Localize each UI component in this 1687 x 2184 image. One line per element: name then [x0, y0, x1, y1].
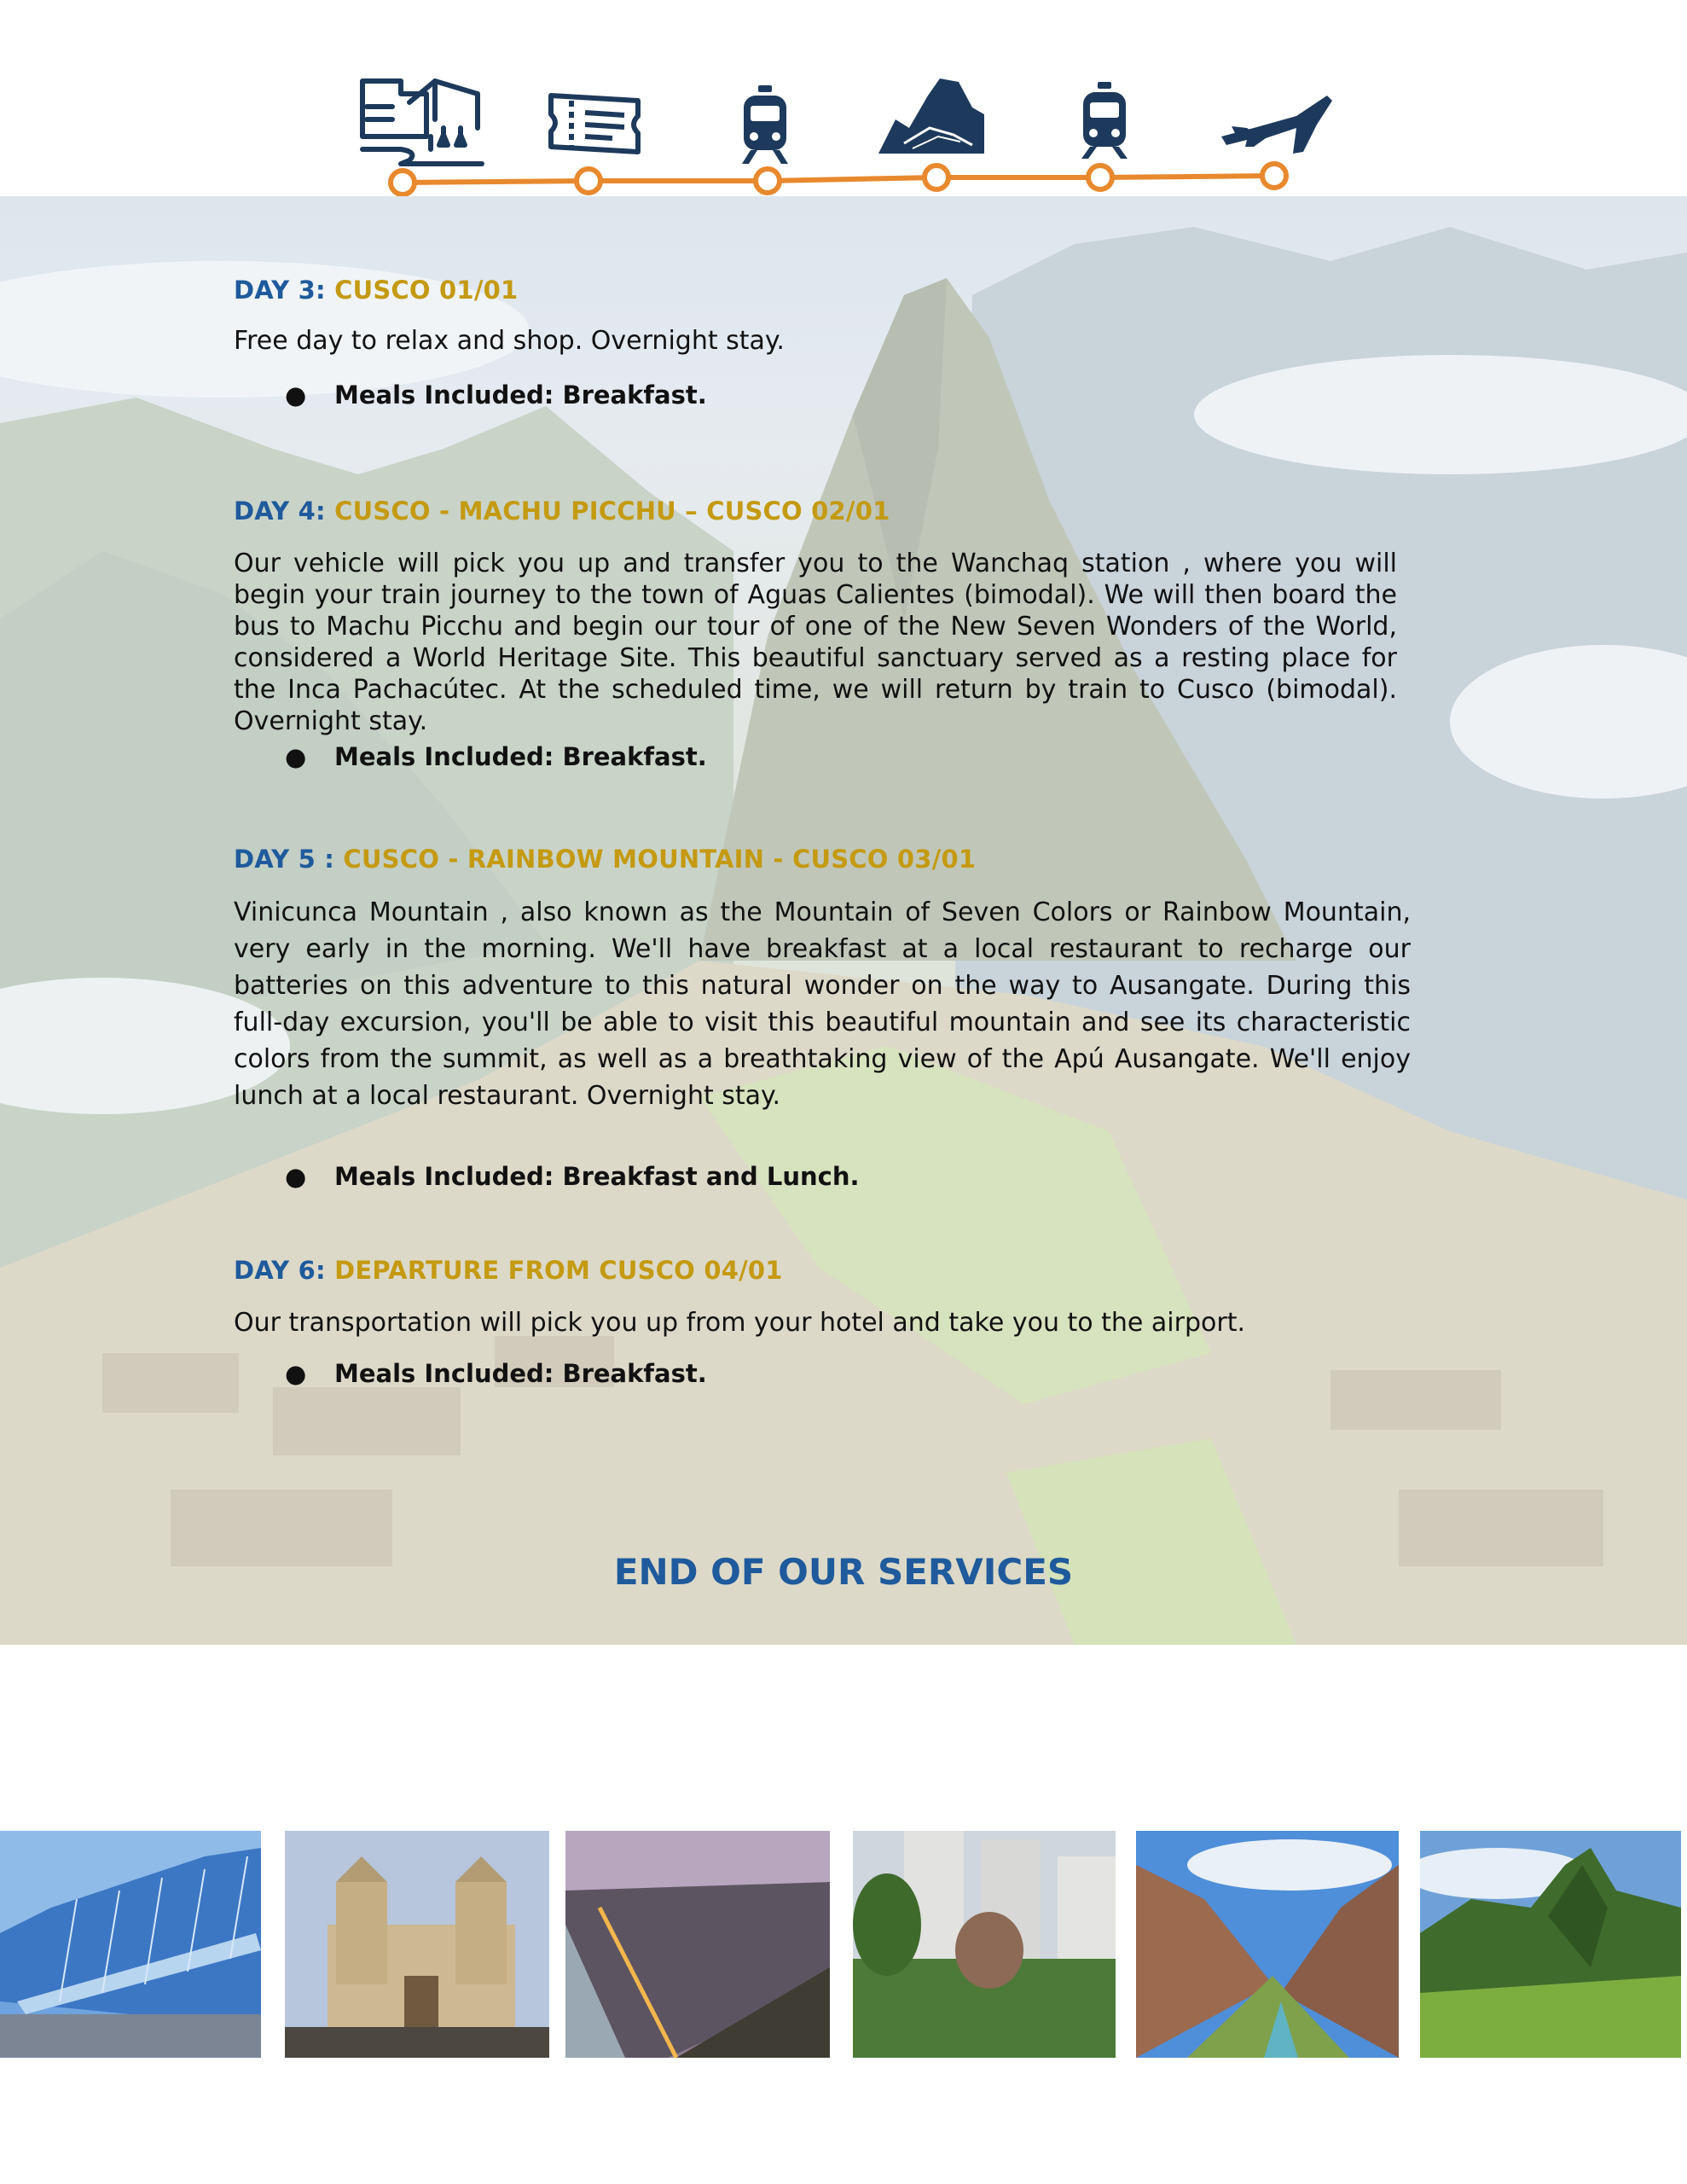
- day-label: DAY 6:: [234, 1256, 326, 1285]
- meals-item: [234, 380, 1411, 410]
- timeline-node: [577, 169, 600, 193]
- meals-item: [234, 1359, 1411, 1388]
- meals-text: Meals Included: Breakfast.: [334, 1359, 707, 1388]
- coast-photo: [565, 1831, 830, 2058]
- meals-text: Meals Included: Breakfast and Lunch.: [334, 1162, 860, 1191]
- timeline-node: [1262, 164, 1286, 188]
- train-icon: [742, 85, 788, 164]
- day-label: DAY 5 :: [234, 845, 335, 874]
- airport-photo: [0, 1831, 261, 2058]
- timeline-node: [1088, 166, 1112, 189]
- timeline-node: [925, 166, 948, 189]
- end-of-services-heading: END OF OUR SERVICES: [613, 1551, 1074, 1593]
- day-place: CUSCO - MACHU PICCHU – CUSCO 02/01: [334, 497, 890, 526]
- bullet: ●: [285, 380, 307, 410]
- day-label: DAY 4:: [234, 497, 326, 526]
- timeline-line: [391, 164, 1286, 195]
- day-description: Our transportation will pick you up from your hotel and take you to the airport.: [234, 1308, 1245, 1338]
- day-heading: [234, 276, 1411, 305]
- timeline-header: [0, 0, 1687, 196]
- timeline-node: [756, 169, 780, 193]
- meals-item: [234, 742, 1397, 771]
- day-place: DEPARTURE FROM CUSCO 04/01: [334, 1256, 783, 1285]
- meals-text: Meals Included: Breakfast.: [334, 742, 707, 771]
- hotel-icon: [362, 81, 482, 164]
- church-photo: [285, 1831, 549, 2058]
- day-section: [234, 1256, 1411, 1388]
- day-section: [234, 276, 1411, 410]
- meals-item: [234, 1162, 1411, 1191]
- ticket-icon: [551, 96, 638, 152]
- day-heading: [234, 1256, 1411, 1285]
- day-section: [234, 497, 1397, 771]
- valley-photo: [1136, 1831, 1399, 2058]
- day-heading: [234, 845, 1411, 874]
- day-label: DAY 3:: [234, 276, 326, 305]
- meals-text: Meals Included: Breakfast.: [334, 380, 707, 410]
- bullet: ●: [285, 742, 307, 771]
- timeline-graphic: [0, 0, 1687, 196]
- park-photo: [853, 1831, 1116, 2058]
- machu-picchu-photo: [1420, 1831, 1681, 2058]
- day-section: [234, 845, 1411, 1191]
- day-heading: [234, 497, 1397, 526]
- day-place: CUSCO 01/01: [334, 276, 519, 305]
- day-description: Free day to relax and shop. Overnight stay.: [234, 326, 785, 356]
- airplane-icon: [1221, 96, 1332, 154]
- photo-gallery: [0, 1831, 1687, 2059]
- train-icon: [1081, 82, 1128, 159]
- day-description: Our vehicle will pick you up and transfer you to the Wanchaq station , where you will begin your train journey to the town of Aguas Calientes (bimodal). We will then board the bus to Machu Picchu and begin our tour of one of the New Seven Wonders of the World, considered a World Heritage Site. This beautiful sanctuary served as a resting place for the Inca Pachacútec. At the scheduled time, we will return by train to Cusco (bimodal). Overnight stay.: [234, 549, 1397, 736]
- day-place: CUSCO - RAINBOW MOUNTAIN - CUSCO 03/01: [343, 845, 977, 874]
- day-description: Vinicunca Mountain , also known as the Mountain of Seven Colors or Rainbow Mountain, very early in the morning. We'll have breakfast at a local restaurant to recharge our batteries on this adventure to this natural wonder on the way to Ausangate. During this full-day excursion, you'll be able to visit this beautiful mountain and see its characteristic colors from the summit, as well as a breathtaking view of the Apú Ausangate. We'll enjoy lunch at a local restaurant. Overnight stay.: [234, 897, 1411, 1111]
- bullet: ●: [285, 1359, 307, 1388]
- bullet: ●: [285, 1162, 307, 1191]
- timeline-node: [391, 171, 415, 195]
- machu-picchu-icon: [878, 78, 984, 154]
